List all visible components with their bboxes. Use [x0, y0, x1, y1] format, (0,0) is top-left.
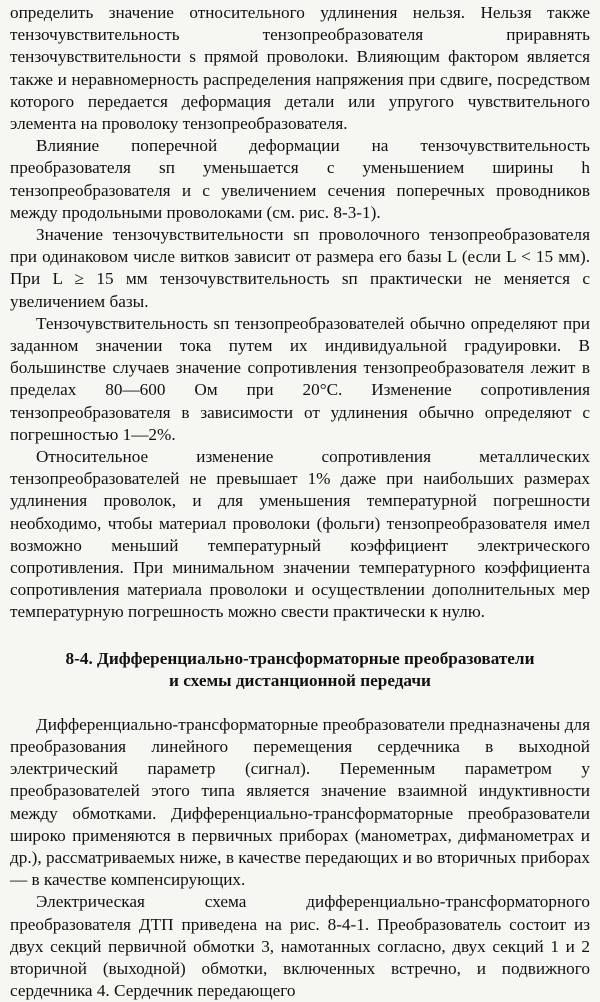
paragraph-1: определить значение относительного удлинения нельзя. Нельзя также тензочувствительность тензопреобразователя приравнять тензочувствительности s прямой проволоки. Влияющим фактором является также и неравномерность распределения напряжения при сдвиге, посредством которого передается деформация детали или упругого чувствительного элемента на проволоку тензопреобразователя.: [10, 3, 590, 134]
section-heading-line-1: 8-4. Дифференциально-трансформаторные преобразователи: [65, 648, 535, 668]
paragraph-5: Относительное изменение сопротивления металлических тензопреобразователей не превышает 1% даже при наибольших размерах удлинения проволок, и для уменьшения температурной погрешности необходимо, чтобы материал проволоки (фольги) тензопреобразователя имел возможно меньший температурный коэффициент электрического сопротивления. При минимальном значении температурного коэффициента сопротивления материала проволоки и осуществлении дополнительных мер температурную погрешность можно свести практически к нулю.: [10, 447, 590, 622]
section-heading-line-2: и схемы дистанционной передачи: [169, 670, 431, 690]
spacer: [10, 692, 590, 714]
paragraph-3: Значение тензочувствительности sп проволочного тензопреобразователя при одинаковом числе витков зависит от размера его базы L (если L < 15 мм). При L ≥ 15 мм тензочувствительность sп практически не меняется с увеличением базы.: [10, 225, 590, 311]
paragraph-6: Дифференциально-трансформаторные преобразователи предназначены для преобразования линейного перемещения сердечника в выходной электрический параметр (сигнал). Переменным параметром у преобразователей этого типа является значение взаимной индуктивности между обмотками. Дифференциально-трансформаторные преобразователи широко применяются в первичных приборах (манометрах, дифманометрах и др.), рассматриваемых ниже, в качестве передающих и во вторичных приборах — в качестве компенсирующих.: [10, 714, 590, 890]
paragraph-2: Влияние поперечной деформации на тензочувствительность преобразователя sп уменьшается с уменьшением ширины h тензопреобразователя и с увеличением сечения поперечных проводников между продольными проволоками (см. рис. 8-3-1).: [10, 136, 590, 222]
paragraph-4: Тензочувствительность sп тензопреобразователей обычно определяют при заданном значении тока путем их индивидуальной градуировки. В большинстве случаев значение сопротивления тензопреобразователя лежит в пределах 80—600 Ом при 20°С. Изменение сопротивления тензопреобразователя в зависимости от удлинения обычно определяют с погрешностью 1—2%.: [10, 313, 590, 444]
spacer: [10, 624, 590, 648]
section-heading: [10, 648, 590, 692]
paragraph-7: Электрическая схема дифференциально-трансформаторного преобразователя ДТП приведена на рис. 8-4-1. Преобразователь состоит из двух секций первичной обмотки 3, намотанных согласно, двух секций 1 и 2 вторичной (выходной) обмотки, включенных встречно, и подвижного сердечника 4. Сердечник передающего: [10, 892, 590, 1001]
